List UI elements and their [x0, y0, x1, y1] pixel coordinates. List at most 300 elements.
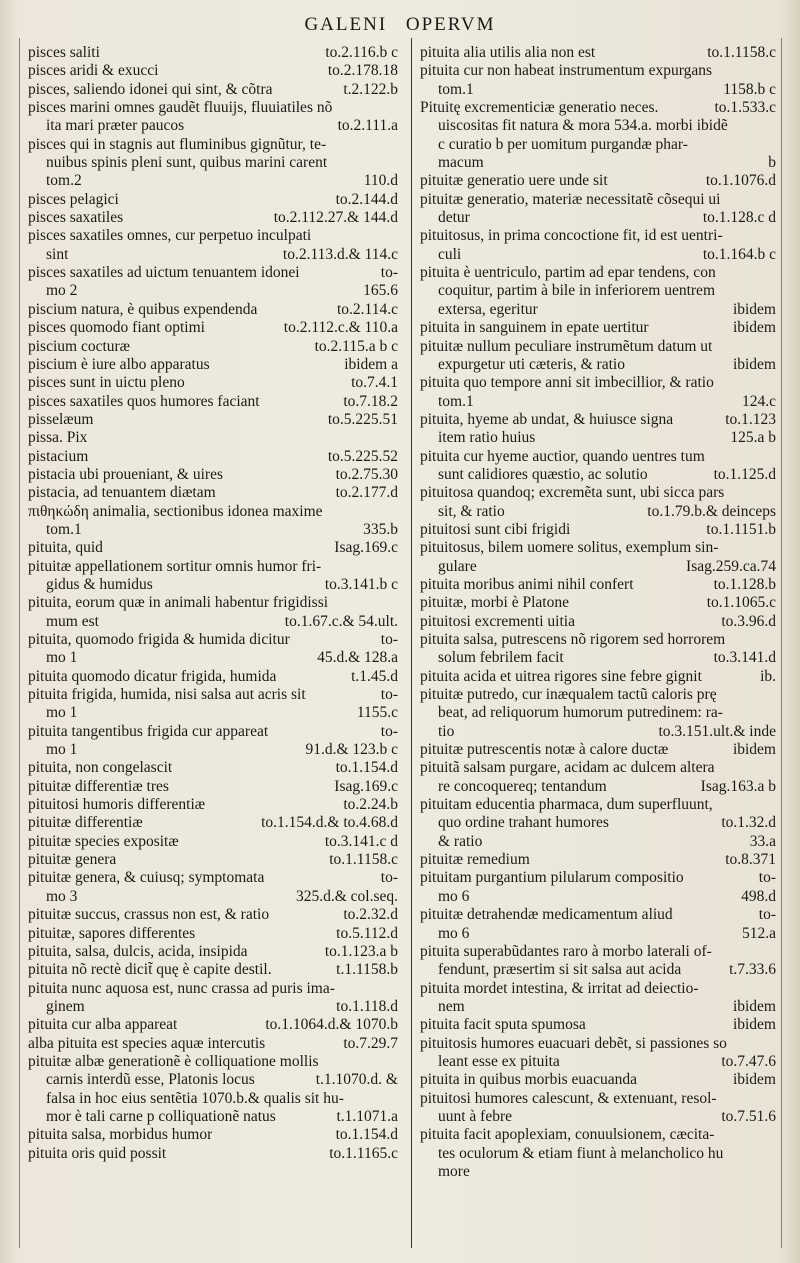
index-entry — [420, 191, 776, 228]
entry-reference — [770, 117, 776, 135]
index-line — [420, 1071, 776, 1089]
entry-text: pisces saxatiles ad uictum tenuantem idonei — [28, 264, 300, 282]
entry-text: more — [438, 1162, 470, 1180]
entry-text: pituita tangentibus frigida cur appareat — [28, 722, 269, 740]
entry-reference: t.1.1070.d. & — [315, 1071, 398, 1089]
index-entry — [28, 209, 398, 227]
entry-reference: 325.d.& col.seq. — [295, 887, 398, 905]
index-line — [28, 594, 398, 612]
entry-text: pituita salsa, morbidus humor — [28, 1126, 213, 1144]
index-line — [28, 576, 398, 594]
index-line — [28, 1108, 398, 1126]
index-line — [420, 1163, 776, 1181]
index-line — [28, 869, 398, 887]
entry-reference: to.1.1158.c — [329, 851, 398, 869]
index-entry — [420, 448, 776, 485]
index-line — [420, 393, 776, 411]
entry-reference — [770, 539, 776, 557]
entry-reference: to.7.4.1 — [351, 374, 398, 392]
index-entry — [28, 191, 398, 209]
index-entry — [420, 44, 776, 62]
index-entry — [420, 594, 776, 612]
index-line — [420, 668, 776, 686]
entry-reference: to.7.18.2 — [343, 392, 398, 410]
entry-reference: to.2.75.30 — [335, 465, 398, 483]
index-entry — [420, 668, 776, 686]
entry-reference: to.1.1076.d — [705, 172, 776, 190]
index-entry — [420, 374, 776, 411]
index-line — [28, 338, 398, 356]
index-entry — [28, 961, 398, 979]
entry-text: coquitur, partim à bile in inferiorem uentrem — [438, 282, 715, 300]
index-line — [420, 1035, 776, 1053]
entry-reference: to.2.112.c.& 110.a — [283, 319, 398, 337]
index-line — [420, 594, 776, 612]
index-entry — [420, 1035, 776, 1072]
entry-text: pituita, salsa, dulcis, acida, insipida — [28, 942, 248, 960]
entry-reference: to.1.1158.c — [707, 44, 776, 61]
index-line — [28, 723, 398, 741]
index-line — [28, 943, 398, 961]
entry-text: pituita è uentriculo, partim ad epar tendens, con — [420, 264, 716, 282]
index-line — [28, 778, 398, 796]
entry-text: macum — [438, 154, 484, 172]
index-line — [28, 613, 398, 631]
index-line — [28, 521, 398, 539]
index-line — [420, 1090, 776, 1108]
entry-reference: to.5.112.d — [336, 924, 398, 942]
entry-reference: 124.c — [741, 392, 776, 410]
entry-text: tom.1 — [46, 520, 82, 538]
index-entry — [28, 925, 398, 943]
entry-reference: to.2.24.b — [343, 796, 398, 814]
entry-reference: 45.d.& 128.a — [317, 649, 398, 667]
entry-reference — [770, 338, 776, 356]
index-line — [28, 319, 398, 337]
index-entry — [420, 613, 776, 631]
index-line — [28, 980, 398, 998]
index-line — [420, 301, 776, 319]
entry-text: quo ordine trahant humores — [438, 814, 609, 832]
entry-text: pituitam educentia pharmaca, dum superfluunt, — [420, 796, 713, 814]
index-entry — [420, 264, 776, 319]
entry-text: nem — [438, 997, 465, 1015]
entry-text: pituita, quid — [28, 539, 103, 557]
entry-reference: ibidem — [732, 741, 776, 759]
index-line — [420, 356, 776, 374]
entry-reference: to.3.141.d — [713, 649, 776, 667]
index-entry — [420, 521, 776, 539]
index-line — [420, 44, 776, 62]
entry-text: pituita frigida, humida, nisi salsa aut acris sit — [28, 686, 306, 704]
index-line — [28, 374, 398, 392]
entry-reference: to.5.225.51 — [327, 410, 398, 428]
index-line — [420, 686, 776, 704]
entry-reference: to.1.154.d — [335, 1126, 398, 1144]
index-entry — [420, 851, 776, 869]
index-line — [420, 209, 776, 227]
index-line — [420, 411, 776, 429]
entry-text: pituitæ, morbi è Platone — [420, 594, 569, 612]
index-line — [28, 393, 398, 411]
entry-reference: to.1.32.d — [721, 814, 776, 832]
index-line — [28, 503, 398, 521]
entry-text: detur — [438, 209, 470, 227]
index-line — [420, 796, 776, 814]
entry-text: tio — [438, 722, 455, 740]
entry-text: pituitæ nullum peculiare instrumẽtum datum ut — [420, 337, 713, 355]
entry-text: piscium cocturæ — [28, 337, 131, 355]
entry-reference — [770, 1145, 776, 1163]
index-entry — [28, 99, 398, 136]
entry-text: pituitæ putredo, cur inæqualem tactũ caloris prę — [420, 686, 717, 704]
entry-text: πιθηκώδη animalia, sectionibus idonea maxime — [28, 502, 323, 520]
index-line — [420, 759, 776, 777]
index-entry — [28, 448, 398, 466]
entry-text: pituitosis humores euacuari debẽt, si passiones so — [420, 1034, 727, 1052]
index-entry — [28, 81, 398, 99]
entry-text: pisces saxatiles quos humores faciant — [28, 392, 260, 410]
index-line — [28, 833, 398, 851]
index-entry — [420, 99, 776, 172]
index-entry — [28, 429, 398, 447]
index-entry — [420, 411, 776, 448]
index-entry — [28, 1016, 398, 1034]
entry-reference: to.1.123.a b — [324, 942, 398, 960]
entry-reference: Isag.169.c — [334, 539, 398, 557]
entry-text: sit, & ratio — [438, 502, 505, 520]
index-entry — [420, 906, 776, 943]
index-entry — [28, 1035, 398, 1053]
index-line — [28, 484, 398, 502]
entry-reference: t.1.1158.b — [336, 961, 398, 979]
index-entry — [28, 869, 398, 906]
entry-reference — [770, 759, 776, 777]
entry-text: piscium è iure albo apparatus — [28, 355, 210, 373]
entry-text: pituitã salsam purgare, acidam ac dulcem altera — [420, 759, 715, 777]
entry-text: pituitæ appellationem sortitur omnis humor fri- — [28, 557, 322, 575]
index-line — [420, 1126, 776, 1144]
entry-text: pituitosa quandoq; excremẽta sunt, ubi sicca pars — [420, 484, 725, 502]
index-line — [420, 539, 776, 557]
entry-reference: ibidem — [732, 300, 776, 318]
entry-text: pituitæ generatio uere unde sit — [420, 172, 608, 190]
entry-reference: Isag.259.ca.74 — [686, 557, 776, 575]
entry-reference: 110.d — [363, 172, 398, 190]
left-column — [28, 44, 398, 1163]
index-line — [28, 246, 398, 264]
index-entry — [420, 869, 776, 906]
entry-text: pituita cur hyeme auctior, quando uentres tum — [420, 447, 705, 465]
entry-text: pituita, hyeme ab undat, & huiusce signa — [420, 410, 674, 428]
entry-text: pituitosus, bilem uomere solitus, exemplum sin- — [420, 539, 719, 557]
entry-reference: t.1.1071.a — [336, 1107, 398, 1125]
index-line — [420, 723, 776, 741]
entry-text: pisces, saliendo idonei qui sint, & cõtra — [28, 80, 273, 98]
entry-reference: to.2.144.d — [335, 190, 398, 208]
entry-text: pituita quomodo dicatur frigida, humida — [28, 667, 277, 685]
index-line — [420, 961, 776, 979]
index-line — [28, 814, 398, 832]
entry-text: tes oculorum & etiam fiunt à melancholico hu — [438, 1144, 724, 1162]
entry-reference: to.1.164.b c — [702, 245, 776, 263]
index-line — [28, 1016, 398, 1034]
entry-reference: t.7.33.6 — [729, 961, 776, 979]
entry-reference — [392, 1053, 398, 1071]
index-line — [420, 833, 776, 851]
index-entry — [28, 723, 398, 760]
entry-reference: to.1.67.c.& 54.ult. — [284, 612, 398, 630]
entry-text: pituita superabũdantes raro à morbo laterali of- — [420, 942, 712, 960]
entry-text: pisces saliti — [28, 44, 100, 61]
entry-reference: to.2.114.c — [337, 300, 398, 318]
index-line — [420, 613, 776, 631]
index-line — [28, 264, 398, 282]
entry-text: pistacia ubi proueniant, & uires — [28, 465, 223, 483]
entry-text: pituitosi humoris differentiæ — [28, 796, 206, 814]
entry-text: mum est — [46, 612, 99, 630]
index-line — [420, 136, 776, 154]
index-entry — [420, 1016, 776, 1034]
entry-reference: 125.a b — [730, 429, 776, 447]
entry-reference — [770, 980, 776, 998]
index-line — [420, 778, 776, 796]
entry-reference: to.3.96.d — [721, 612, 776, 630]
entry-reference: to.2.178.18 — [327, 62, 398, 80]
index-line — [420, 943, 776, 961]
entry-text: tom.2 — [46, 172, 82, 190]
entry-reference — [770, 1163, 776, 1181]
entry-text: pituitosi sunt cibi frigidi — [420, 520, 571, 538]
entry-text: beat, ad reliquorum humorum putredinem: ra- — [438, 704, 723, 722]
entry-text: pituita nõ rectè dicit̃ quę è capite destil. — [28, 961, 272, 979]
entry-reference: ibidem — [732, 1071, 776, 1089]
entry-reference: to- — [758, 906, 776, 924]
entry-reference: to.1.128.c d — [702, 209, 776, 227]
index-line — [28, 998, 398, 1016]
index-entry — [28, 44, 398, 62]
entry-reference: ibidem — [732, 1016, 776, 1034]
entry-text: pistacium — [28, 447, 89, 465]
right-column — [420, 44, 776, 1181]
index-line — [420, 925, 776, 943]
index-entry — [28, 833, 398, 851]
index-line — [420, 172, 776, 190]
index-entry — [28, 594, 398, 631]
entry-text: carnis interdũ esse, Platonis locus — [46, 1071, 255, 1089]
entry-reference: to.7.47.6 — [721, 1052, 776, 1070]
index-line — [28, 558, 398, 576]
index-entry — [28, 466, 398, 484]
index-entry — [420, 1090, 776, 1127]
index-line — [420, 484, 776, 502]
index-entry — [420, 759, 776, 796]
entry-text: pituitosi excrementi uitia — [420, 612, 575, 630]
index-entry — [28, 980, 398, 1017]
index-line — [28, 301, 398, 319]
index-entry — [28, 393, 398, 411]
entry-text: pisces sunt in uictu pleno — [28, 374, 185, 392]
entry-text: pituitæ species expositæ — [28, 832, 179, 850]
index-line — [420, 466, 776, 484]
entry-reference — [392, 503, 398, 521]
index-line — [420, 319, 776, 337]
index-line — [28, 209, 398, 227]
entry-reference — [770, 631, 776, 649]
entry-reference — [770, 704, 776, 722]
entry-text: pisces saxatiles omnes, cur perpetuo inculpati — [28, 227, 312, 245]
index-line — [420, 869, 776, 887]
entry-reference — [392, 154, 398, 172]
index-line — [28, 154, 398, 172]
index-line — [28, 172, 398, 190]
entry-reference: to.1.79.b.& deinceps — [647, 502, 776, 520]
entry-text: ita mari præter paucos — [46, 117, 185, 135]
index-line — [420, 99, 776, 117]
index-entry — [28, 668, 398, 686]
entry-text: pistacia, ad tenuantem diætam — [28, 484, 216, 502]
index-line — [420, 246, 776, 264]
index-entry — [420, 484, 776, 521]
entry-reference: Isag.163.a b — [700, 777, 776, 795]
index-line — [28, 99, 398, 117]
entry-text: sunt calidiores quæstio, ac solutio — [438, 465, 648, 483]
index-entry — [420, 980, 776, 1017]
index-line — [420, 1145, 776, 1163]
entry-reference: to.1.154.d.& to.4.68.d — [261, 814, 398, 832]
index-entry — [28, 943, 398, 961]
entry-text: pituita mordet intestina, & irritat ad deiectio- — [420, 979, 699, 997]
entry-reference — [392, 558, 398, 576]
entry-reference: 512.a — [741, 924, 776, 942]
entry-text: pituitæ genera — [28, 851, 117, 869]
entry-text: pituitæ differentiæ tres — [28, 777, 169, 795]
entry-reference: to.1.128.b — [713, 575, 776, 593]
entry-reference: 1158.b c — [723, 80, 776, 98]
index-line — [420, 521, 776, 539]
entry-text: pituitæ remedium — [420, 851, 530, 869]
column-divider — [411, 38, 412, 1248]
index-entry — [28, 319, 398, 337]
running-header — [0, 14, 800, 40]
entry-text: pituitæ, sapores differentes — [28, 924, 196, 942]
index-entry — [28, 503, 398, 540]
index-entry — [420, 576, 776, 594]
entry-text: mo 1 — [46, 704, 78, 722]
index-entry — [28, 62, 398, 80]
index-line — [420, 338, 776, 356]
entry-text: Pituitę excrementiciæ generatio neces. — [420, 99, 659, 117]
entry-text: pisces quomodo fiant optimi — [28, 319, 205, 337]
index-entry — [420, 686, 776, 741]
entry-reference: to.3.141.c d — [324, 832, 398, 850]
index-line — [28, 704, 398, 722]
entry-text: uiscositas fit natura & mora 534.a. morbi ibidẽ — [438, 117, 728, 135]
entry-reference — [770, 374, 776, 392]
entry-text: mo 1 — [46, 649, 78, 667]
index-line — [420, 191, 776, 209]
entry-text: gidus & humidus — [46, 575, 153, 593]
entry-reference: to.2.113.d.& 114.c — [282, 245, 398, 263]
entry-reference: to.7.29.7 — [343, 1034, 398, 1052]
index-line — [28, 44, 398, 62]
index-line — [28, 466, 398, 484]
entry-reference: to.1.118.d — [336, 997, 398, 1015]
index-entry — [420, 1126, 776, 1181]
entry-text: leant esse ex pituita — [438, 1052, 560, 1070]
entry-text: pituita salsa, putrescens nõ rigorem sed horrorem — [420, 631, 726, 648]
index-line — [420, 1108, 776, 1126]
entry-reference: 91.d.& 123.b c — [305, 741, 398, 759]
entry-text: falsa in hoc eius sentẽtia 1070.b.& qualis sit hu- — [46, 1089, 344, 1107]
entry-text: pituita, non congelascit — [28, 759, 173, 777]
index-line — [420, 154, 776, 172]
index-line — [28, 1126, 398, 1144]
index-line — [420, 906, 776, 924]
index-line — [28, 411, 398, 429]
index-line — [28, 686, 398, 704]
header-left: GALENI — [304, 14, 388, 35]
index-entry — [28, 1126, 398, 1144]
entry-reference: to- — [380, 631, 398, 648]
entry-text: pituita, eorum quæ in animali habentur frigidissi — [28, 594, 329, 612]
index-line — [28, 796, 398, 814]
index-entry — [420, 227, 776, 264]
entry-text: gulare — [438, 557, 477, 575]
entry-reference: to- — [380, 869, 398, 887]
entry-reference — [770, 191, 776, 209]
entry-text: pituita, quomodo frigida & humida dicitur — [28, 631, 290, 648]
entry-text: solum febrilem facit — [438, 649, 564, 667]
index-line — [28, 888, 398, 906]
index-line — [420, 62, 776, 80]
index-line — [420, 1016, 776, 1034]
entry-text: c curatio b per uomitum purgandæ phar- — [438, 135, 688, 153]
entry-text: pituita in quibus morbis euacuanda — [420, 1071, 637, 1089]
index-line — [28, 649, 398, 667]
index-line — [420, 429, 776, 447]
index-entry — [28, 558, 398, 595]
entry-reference: to.1.1165.c — [329, 1144, 398, 1162]
entry-reference: to.2.32.d — [343, 906, 398, 924]
index-entry — [28, 631, 398, 668]
entry-reference: to.1.123 — [725, 410, 776, 428]
entry-reference: ibidem a — [344, 355, 398, 373]
entry-reference: to.2.116.b c — [325, 44, 398, 61]
entry-text: tom.1 — [438, 80, 474, 98]
entry-text: culi — [438, 245, 462, 263]
entry-text: mo 3 — [46, 887, 78, 905]
entry-reference — [392, 980, 398, 998]
entry-text: alba pituita est species aquæ intercutis — [28, 1034, 266, 1052]
index-line — [28, 631, 398, 649]
entry-text: pituita alia utilis alia non est — [420, 44, 596, 61]
index-entry — [28, 814, 398, 832]
index-entry — [28, 484, 398, 502]
index-line — [28, 1035, 398, 1053]
index-entry — [420, 796, 776, 851]
index-line — [420, 81, 776, 99]
entry-text: mor è tali carne p colliquationẽ natus — [46, 1107, 276, 1125]
entry-text: pisselæum — [28, 410, 94, 428]
index-line — [28, 429, 398, 447]
entry-reference — [770, 62, 776, 80]
index-line — [28, 925, 398, 943]
entry-reference: to.2.177.d — [335, 484, 398, 502]
index-line — [420, 576, 776, 594]
entry-reference: 1155.c — [356, 704, 398, 722]
right-margin-rule — [781, 38, 782, 1248]
